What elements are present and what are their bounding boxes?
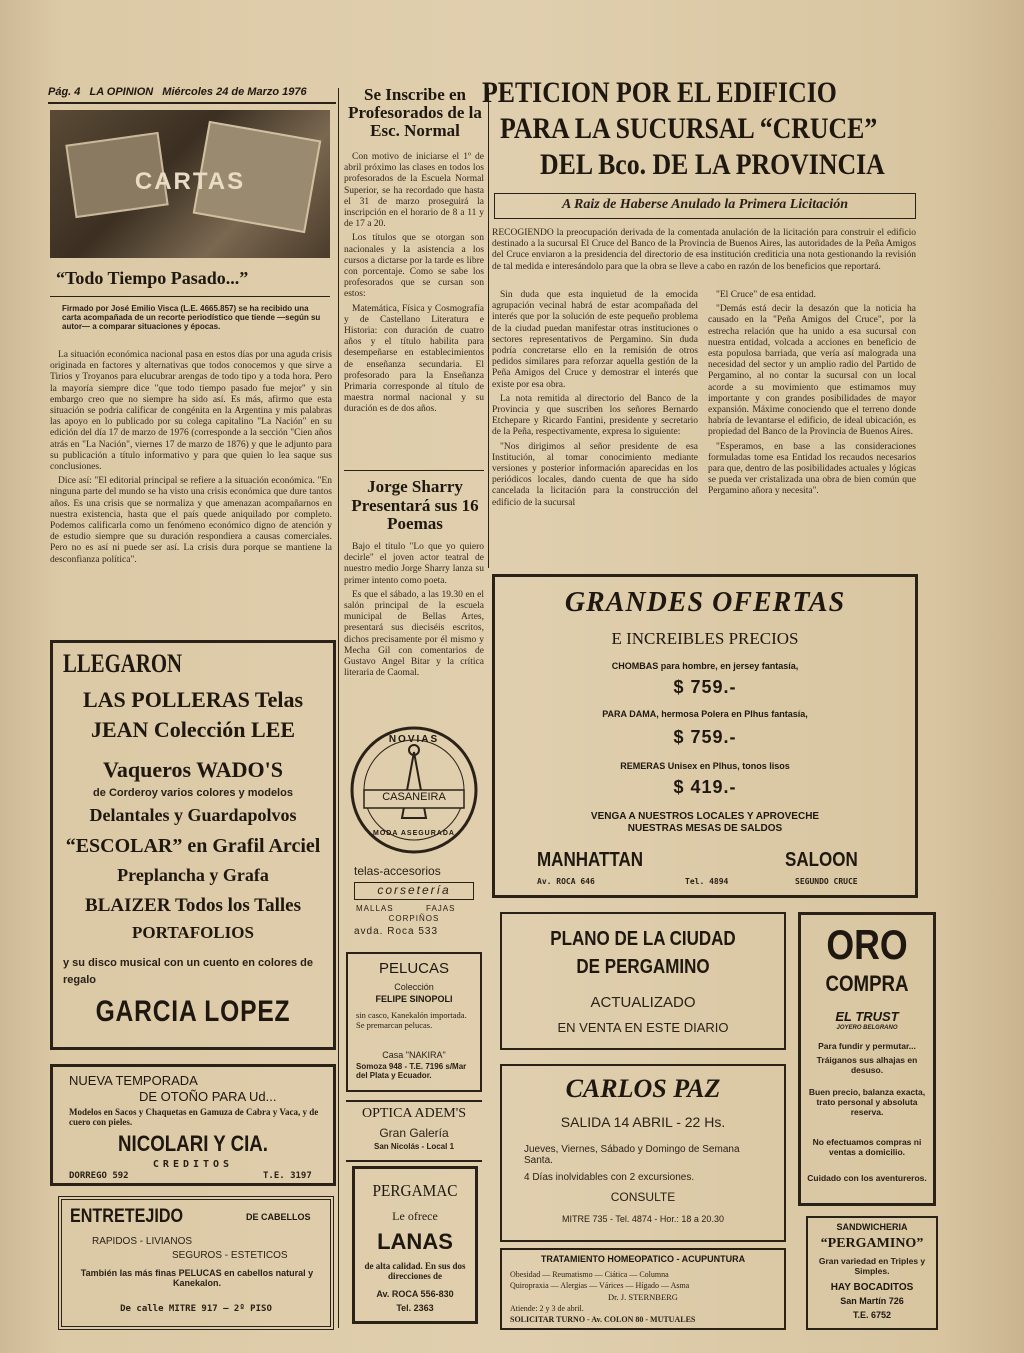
pergamac-line: de alta calidad. En sus dos direcciones de bbox=[364, 1261, 466, 1281]
pelucas-line: Colección bbox=[394, 982, 434, 992]
nicolari-ad bbox=[50, 1064, 336, 1186]
casaneira-line: CORPIÑOS bbox=[388, 914, 440, 923]
normal-title: Se Inscribe en Profesorados de la Esc. Normal bbox=[348, 85, 482, 140]
cartas-paragraph: La situación económica nacional pasa en estos días por una aguda crisis originada en factores y alternativas que todos conocemos y que sirve a Tirios y Troyanos para elucubrar arengas de todo tipo y a toda hora. Pero la mayoría siempre dice "que todo tiempo pasado fue mejor" y sin embargo creo que no siempre ha sido así. Es más, afirmo que esta situación se podría calificar de congénita en la Argentina y mis palabras las apoyo en lo publicado por su colega capitalino "La Nación" en su edición del día 17 de marzo de 1976 (corresponde a la sección "Cien años atrás en "La Nación", viernes 17 de marzo de 1876) y que le adjunto para su publicación a título informativo y para que quien lo lea saque sus conclusiones. bbox=[50, 350, 332, 473]
pelucas-line: sin casco, Kanekalón importada. Se premarcan pelucas. bbox=[356, 1010, 467, 1030]
optica-line: Gran Galería bbox=[379, 1126, 449, 1140]
llegaron-line: JEAN Colección LEE bbox=[90, 717, 296, 742]
casaneira-line: MALLAS bbox=[356, 904, 394, 913]
llegaron-line: BLAIZER Todos los Talles bbox=[85, 895, 301, 916]
pergamac-title: PERGAMAC bbox=[372, 1181, 458, 1200]
carlospaz-address: MITRE 735 - Tel. 4874 - Hor.: 18 a 20.30 bbox=[562, 1214, 724, 1224]
ofertas-item: CHOMBAS para hombre, en jersey fantasía, bbox=[611, 661, 799, 671]
llegaron-title: LLEGARON bbox=[63, 649, 183, 678]
plano-line: EN VENTA EN ESTE DIARIO bbox=[557, 1020, 729, 1035]
sandwich-line: San Martín 726 bbox=[840, 1296, 904, 1306]
oro-brand-sub: JOYERO BELGRANO bbox=[836, 1025, 898, 1031]
carlospaz-consulte: CONSULTE bbox=[610, 1190, 676, 1204]
optica-line: San Nicolás - Local 1 bbox=[373, 1142, 455, 1151]
sharry-body bbox=[344, 542, 484, 682]
oro-line: No efectuamos compras ni ventas a domicilio. bbox=[812, 1137, 922, 1157]
pelucas-line: Somoza 948 - T.E. 7196 s/Mar del Plata y Ecuador. bbox=[356, 1062, 467, 1080]
oro-subtitle: COMPRA bbox=[825, 971, 909, 996]
sandwich-line: Gran variedad en Triples y Simples. bbox=[818, 1256, 926, 1276]
manhattan-phone: Tel. 4894 bbox=[685, 877, 729, 886]
cartas-body bbox=[50, 350, 332, 569]
paper-name: LA OPINION bbox=[89, 86, 154, 98]
cartas-byline: Firmado por José Emilio Visca (L.E. 4665.857) se ha recibido una carta acompañada de un recorte periodístico que tiende —según su autor— a comparar situaciones y épocas. bbox=[62, 304, 321, 332]
sandwich-line: HAY BOCADITOS bbox=[830, 1282, 914, 1293]
pelucas-line: Casa "NAKIRA" bbox=[382, 1050, 446, 1060]
peticion-headline-3: DEL Bco. DE LA PROVINCIA bbox=[540, 148, 885, 181]
page-number: Pág. 4 bbox=[48, 86, 81, 98]
normal-paragraph: Con motivo de iniciarse el 1º de abril próximo las clases en todos los profesorados de la Escuela Normal Superior, se ha recordado que hasta el 31 de marzo proseguirá la inscripción en el horario de 8 a 11 y de 17 a 20. bbox=[344, 152, 484, 230]
plano-line: PLANO DE LA CIUDAD bbox=[550, 928, 736, 950]
ofertas-price: $ 759.- bbox=[673, 727, 737, 747]
homeo-line: SOLICITAR TURNO - Av. COLON 80 - MUTUALES bbox=[510, 1315, 696, 1324]
cartas-illustration bbox=[50, 110, 330, 258]
llegaron-line: PORTAFOLIOS bbox=[132, 923, 254, 942]
entretejido-address: De calle MITRE 917 — 2º PISO bbox=[120, 1304, 272, 1314]
llegaron-line: Preplancha y Grafa bbox=[117, 865, 269, 885]
pergamac-line: Tel. 2363 bbox=[396, 1303, 434, 1313]
normal-paragraph: Matemática, Física y Cosmografía y de Castellano Literatura e Historia: con duración de cuatro años y el título habilita para desempeñarse en establecimientos de enseñanza secundaria. El profesorado para la Enseñanza Primaria corresponde al título de maestra normal nacional y su duración es de dos años. bbox=[344, 303, 484, 415]
llegaron-line: Delantales y Guardapolvos bbox=[89, 805, 297, 825]
homeo-ad bbox=[500, 1248, 786, 1330]
casaneira-brand: CASANEIRA bbox=[382, 791, 446, 803]
homeo-doctor: Dr. J. STERNBERG bbox=[608, 1292, 678, 1302]
llegaron-line: Vaqueros WADO'S bbox=[103, 757, 283, 782]
plano-line: ACTUALIZADO bbox=[590, 994, 696, 1011]
manhattan-logo: MANHATTAN bbox=[537, 849, 644, 871]
oro-ad bbox=[798, 912, 936, 1206]
ofertas-item: REMERAS Unisex en Plhus, tonos lisos bbox=[620, 761, 790, 771]
ofertas-cta: NUESTRAS MESAS DE SALDOS bbox=[627, 823, 783, 834]
manhattan-address: Av. ROCA 646 bbox=[537, 877, 595, 886]
carlospaz-title: CARLOS PAZ bbox=[565, 1074, 721, 1103]
cartas-logo: CARTAS bbox=[134, 168, 246, 195]
sharry-paragraph: Bajo el título "Lo que yo quiero decirle" el joven actor teatral de nuestro medio Jorge Sharry lanza su primer intento como poeta. bbox=[344, 542, 484, 586]
ofertas-item: PARA DAMA, hermosa Polera en Plhus fantasía, bbox=[602, 709, 808, 719]
issue-date: Miércoles 24 de Marzo 1976 bbox=[162, 86, 307, 98]
oro-title: ORO bbox=[826, 921, 908, 968]
peticion-subhead: A Raiz de Haberse Anulado la Primera Licitación bbox=[494, 193, 916, 219]
pergamac-line: Le ofrece bbox=[392, 1209, 438, 1223]
entretejido-ad bbox=[58, 1196, 334, 1330]
casaneira-arc-top: NOVIAS bbox=[388, 734, 440, 745]
nicolari-line: Modelos en Sacos y Chaquetas en Gamuza de Cabra y Vaca, y de cuero con pieles. bbox=[69, 1107, 319, 1127]
llegaron-line: “ESCOLAR” en Grafil Arciel bbox=[65, 835, 321, 857]
oro-brand: EL TRUST bbox=[835, 1009, 899, 1024]
casaneira-line: FAJAS bbox=[426, 904, 456, 913]
homeo-line: Obesidad — Reumatismo — Ciática — Columna bbox=[510, 1270, 669, 1279]
masthead-rule bbox=[48, 102, 336, 104]
peticion-paragraph: "Nos dirigimos al señor presidente de esa Institución, al tomar conocimiento mediante versiones y posterior información aparecidas en los periódicos locales, dando cuenta de que ha sido cancelada la licitación para la construcción del edificio de la sucursal bbox=[492, 441, 698, 508]
sharry-title: Jorge Sharry Presentará sus 16 Poemas bbox=[351, 477, 479, 534]
sandwich-line: T.E. 6752 bbox=[852, 1310, 892, 1320]
pelucas-title: PELUCAS bbox=[378, 960, 450, 977]
cartas-paragraph: Dice así: "El editorial principal se refiere a la situación económica. "En ninguna parte del mundo se ha visto una crisis económica que dure tantos años. Es una crisis que se normaliza y que amenazan acompañarnos en nuestra existencia, hasta que el país quede aniquilado por completo. Podemos calificarla como un fenómeno económico digno de atención y de estudio siempre que su duración respondiera a causas comerciales. Pero no es así ni puede ser así. La crisis dura porque se mantiene la desconfianza política". bbox=[50, 476, 332, 565]
sharry-paragraph: Es que el sábado, a las 19.30 en el salón principal de la escuela municipal de Bellas Artes, presentará sus dieciséis escritos, dichos precisamente por él mismo y Mecha Gil con comentarios de Gustavo Angel Bitar y la crítica literaria de Caomal. bbox=[344, 589, 484, 679]
carlospaz-line: 4 Días inolvidables con 2 excursiones. bbox=[524, 1172, 695, 1183]
llegaron-line: de Corderoy varios colores y modelos bbox=[93, 787, 293, 799]
peticion-headline-2: PARA LA SUCURSAL “CRUCE” bbox=[500, 112, 878, 145]
ofertas-cta: VENGA A NUESTROS LOCALES Y APROVECHE bbox=[590, 811, 820, 822]
sandwich-line: SANDWICHERIA bbox=[836, 1222, 908, 1232]
carlospaz-line: Jueves, Viernes, Sábado y Domingo de Semana Santa. bbox=[524, 1144, 740, 1166]
homeo-title: TRATAMIENTO HOMEOPATICO - ACUPUNTURA bbox=[540, 1254, 746, 1264]
llegaron-ad bbox=[50, 640, 336, 1050]
nicolari-logo: NICOLARI Y CIA. bbox=[118, 1131, 268, 1156]
cartas-title: “Todo Tiempo Pasado...” bbox=[56, 268, 249, 288]
optica-title: OPTICA ADEM'S bbox=[361, 1106, 467, 1121]
garcia-lopez-logo: GARCIA LOPEZ bbox=[95, 995, 291, 1028]
pelucas-line: FELIPE SINOPOLI bbox=[375, 994, 453, 1004]
casaneira-line: corsetería bbox=[354, 882, 474, 900]
nicolari-creditos: CREDITOS bbox=[152, 1159, 234, 1170]
peticion-col-2 bbox=[708, 290, 916, 501]
pelucas-ad bbox=[346, 952, 482, 1092]
oro-line: Buen precio, balanza exacta, trato personal y absoluta reserva. bbox=[808, 1087, 926, 1117]
llegaron-line: LAS POLLERAS Telas bbox=[82, 687, 304, 712]
plano-line: DE PERGAMINO bbox=[576, 956, 710, 978]
pergamac-line: LANAS bbox=[377, 1229, 453, 1254]
peticion-paragraph: "Esperamos, en base a las consideraciones formuladas tome esa Entidad los recaudos necesarios para que, dentro de las posibilidades actuales y lógicas se pueda ver cristalizada una obra de bien común que Pergamino añora y necesita". bbox=[708, 441, 916, 497]
normal-body bbox=[344, 152, 484, 419]
oro-line: Para fundir y permutar... bbox=[818, 1041, 916, 1051]
ofertas-price: $ 419.- bbox=[673, 777, 737, 797]
peticion-paragraph: La nota remitida al directorio del Banco de la Provincia y que suscriben los señores Bernardo Etchepare y Ricardo Fantini, presidente y secretario de la Peña, respectivamente, expresa lo siguiente: bbox=[492, 393, 698, 438]
sandwich-title: “PERGAMINO” bbox=[820, 1236, 924, 1251]
peticion-col-1 bbox=[492, 290, 698, 512]
entretejido-line: SEGUROS - ESTETICOS bbox=[172, 1250, 288, 1261]
casaneira-ad bbox=[344, 718, 484, 944]
carlospaz-ad bbox=[500, 1064, 786, 1242]
homeo-line: Quiropraxia — Alergias — Várices — Hígado — Asma bbox=[510, 1281, 690, 1290]
entretejido-line: También las más finas PELUCAS en cabellos natural y Kanekalon. bbox=[80, 1268, 314, 1288]
peticion-paragraph: "El Cruce" de esa entidad. bbox=[716, 290, 816, 300]
ofertas-ad bbox=[492, 574, 918, 898]
llegaron-line: y su disco musical con un cuento en colores de regalo bbox=[63, 957, 314, 986]
carlospaz-departure: SALIDA 14 ABRIL - 22 Hs. bbox=[560, 1114, 726, 1130]
entretejido-title: ENTRETEJIDO bbox=[70, 1206, 184, 1227]
entretejido-suffix: DE CABELLOS bbox=[246, 1212, 311, 1222]
casaneira-address: avda. Roca 533 bbox=[354, 926, 439, 937]
entretejido-line: RAPIDOS - LIVIANOS bbox=[92, 1236, 193, 1247]
saloon-logo: SALOON bbox=[785, 849, 858, 871]
peticion-lead: RECOGIENDO la preocupación derivada de la comentada anulación de la licitación para construir el edificio destinado a la sucursal El Cruce del Banco de la Provincia de Buenos Aires, las autoridades de la Peña Amigos del Cruce enviaron a la presidencia del directorio de esa institución crediticia una nota gestionando la revisión de tal medida e interesándolo para que la obra se lleve a cabo en razón de los beneficios que reportará. bbox=[492, 228, 916, 272]
oro-line: Tráiganos sus alhajas en desuso. bbox=[816, 1055, 918, 1075]
peticion-paragraph: "Demás está decir la desazón que la noticia ha causado en la "Peña Amigos del Cruce", por la estrecha relación que ha unido a esa sucursal con nuestra entidad, volcada a acciones en beneficio de esta populosa barriada, que vería así malograda una necesidad del sector y un amplio radio del Partido de Pergamino, al no contar la sucursal con un local acorde a su movimiento que estimamos muy importante y con grandes posibilidades de mayor expansión. Máxime conociendo que el terreno donde habría de levantarse el edificio, de ideal ubicación, es propiedad del Banco de la Provincia de Buenos Aires. bbox=[708, 304, 916, 438]
peticion-headline-1: PETICION POR EL EDIFICIO bbox=[482, 76, 837, 109]
sandwich-ad bbox=[806, 1216, 938, 1330]
normal-paragraph: Los títulos que se otorgan son nacionales y la asistencia a los cursos a dictarse por la tarde es libre con porcentaje. Como se sabe los profesorados que se cursan son estos: bbox=[344, 233, 484, 300]
homeo-line: Atiende: 2 y 3 de abril. bbox=[510, 1304, 584, 1313]
plano-ad bbox=[500, 912, 786, 1050]
casaneira-line: telas-accesorios bbox=[354, 864, 441, 878]
oro-line: Cuidado con los aventureros. bbox=[807, 1173, 927, 1183]
peticion-paragraph: Sin duda que esta inquietud de la emocida agrupación vecinal habrá de estar acompañada del interés que por la solución de este pequeño problema de la ciudad puedan manifestar otras instituciones o sectores representativos de Pergamino. Sin duda podría concretarse ello en la remisión de otros pedidos similares para reforzar aquella gestión de la Peña Amigos del Cruce y demostrar el interés que existe por esa obra. bbox=[492, 290, 698, 390]
ofertas-price: $ 759.- bbox=[673, 677, 737, 697]
nicolari-address: DORREGO 592 bbox=[69, 1171, 129, 1181]
saloon-address: SEGUNDO CRUCE bbox=[795, 877, 858, 886]
ofertas-subtitle: E INCREIBLES PRECIOS bbox=[611, 629, 799, 648]
masthead bbox=[48, 86, 338, 98]
pergamac-ad bbox=[352, 1166, 478, 1324]
nicolari-line: DE OTOÑO PARA Ud... bbox=[139, 1089, 277, 1104]
nicolari-phone: T.E. 3197 bbox=[263, 1171, 312, 1181]
optica-ad bbox=[346, 1100, 482, 1162]
nicolari-line: NUEVA TEMPORADA bbox=[69, 1073, 198, 1088]
pergamac-line: Av. ROCA 556-830 bbox=[376, 1289, 454, 1299]
ofertas-title: GRANDES OFERTAS bbox=[564, 587, 846, 618]
casaneira-arc-bottom: MODA ASEGURADA bbox=[373, 830, 455, 837]
